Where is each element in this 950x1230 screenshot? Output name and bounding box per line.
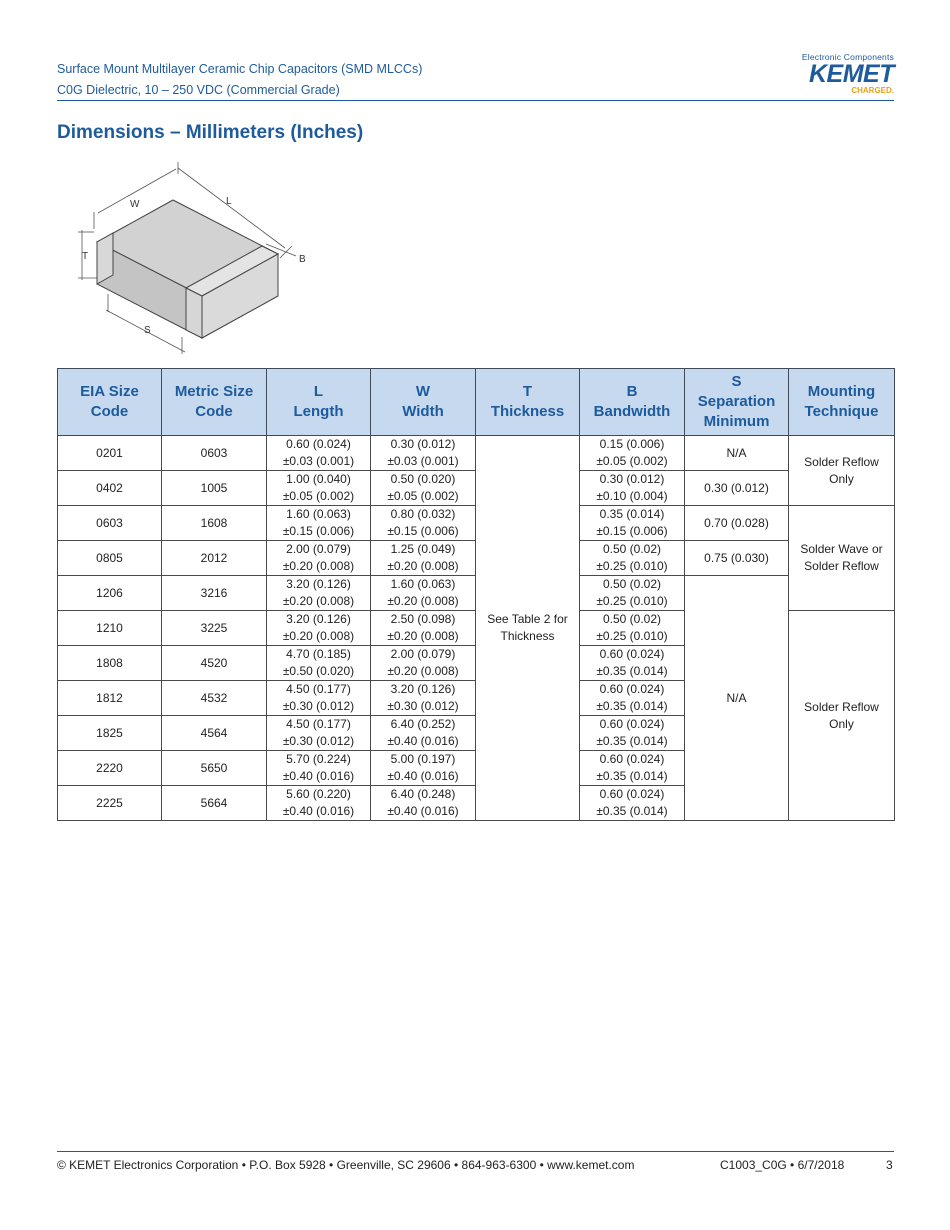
cell-width: 0.30 (0.012) ±0.03 (0.001) <box>371 436 476 471</box>
capacitor-chip <box>97 200 278 338</box>
cell-metric: 3216 <box>162 576 267 611</box>
cell-separation: 0.75 (0.030) <box>685 541 789 576</box>
cell-bandwidth: 0.50 (0.02) ±0.25 (0.010) <box>580 611 685 646</box>
label-s: S <box>144 325 151 336</box>
cell-bandwidth: 0.35 (0.014) ±0.15 (0.006) <box>580 506 685 541</box>
label-l: L <box>226 196 232 207</box>
footer-divider <box>57 1151 894 1152</box>
cell-metric: 1005 <box>162 471 267 506</box>
header-divider <box>57 100 894 101</box>
cell-length: 3.20 (0.126) ±0.20 (0.008) <box>267 611 371 646</box>
header-metric-size-code: Metric Size Code <box>162 369 267 436</box>
cell-length: 5.70 (0.224) ±0.40 (0.016) <box>267 751 371 786</box>
cell-length: 2.00 (0.079) ±0.20 (0.008) <box>267 541 371 576</box>
cell-eia: 0201 <box>58 436 162 471</box>
kemet-logo <box>776 52 894 98</box>
cell-eia: 0603 <box>58 506 162 541</box>
cell-length: 5.60 (0.220) ±0.40 (0.016) <box>267 786 371 821</box>
cell-bandwidth: 0.60 (0.024) ±0.35 (0.014) <box>580 751 685 786</box>
logo-wordmark: KEMET <box>809 60 894 88</box>
cell-separation: 0.70 (0.028) <box>685 506 789 541</box>
cell-length: 4.50 (0.177) ±0.30 (0.012) <box>267 681 371 716</box>
cell-metric: 0603 <box>162 436 267 471</box>
cell-mounting-group-1: Solder Reflow Only <box>789 436 895 506</box>
cell-eia: 1206 <box>58 576 162 611</box>
header-bandwidth: B Bandwidth <box>580 369 685 436</box>
cell-mounting-group-2: Solder Wave or Solder Reflow <box>789 506 895 611</box>
dimensions-table <box>57 368 895 821</box>
cell-eia: 2225 <box>58 786 162 821</box>
cell-eia: 2220 <box>58 751 162 786</box>
cell-metric: 2012 <box>162 541 267 576</box>
cell-metric: 1608 <box>162 506 267 541</box>
header-mounting-technique: Mounting Technique <box>789 369 895 436</box>
cell-length: 4.70 (0.185) ±0.50 (0.020) <box>267 646 371 681</box>
cell-mounting-group-3: Solder Reflow Only <box>789 611 895 821</box>
cell-length: 0.60 (0.024) ±0.03 (0.001) <box>267 436 371 471</box>
cell-length: 4.50 (0.177) ±0.30 (0.012) <box>267 716 371 751</box>
cell-eia: 0402 <box>58 471 162 506</box>
cell-width: 6.40 (0.248) ±0.40 (0.016) <box>371 786 476 821</box>
cell-bandwidth: 0.60 (0.024) ±0.35 (0.014) <box>580 646 685 681</box>
cell-eia: 1825 <box>58 716 162 751</box>
header-title-line2: C0G Dielectric, 10 – 250 VDC (Commercial Grade) <box>57 83 340 97</box>
header-thickness: T Thickness <box>476 369 580 436</box>
header-length: L Length <box>267 369 371 436</box>
cell-thickness-note: See Table 2 for Thickness <box>476 436 580 821</box>
cell-width: 2.00 (0.079) ±0.20 (0.008) <box>371 646 476 681</box>
cell-metric: 3225 <box>162 611 267 646</box>
cell-bandwidth: 0.50 (0.02) ±0.25 (0.010) <box>580 576 685 611</box>
cell-metric: 4564 <box>162 716 267 751</box>
table-row <box>58 436 895 471</box>
cell-width: 5.00 (0.197) ±0.40 (0.016) <box>371 751 476 786</box>
cell-bandwidth: 0.60 (0.024) ±0.35 (0.014) <box>580 681 685 716</box>
logo-tagline: CHARGED. <box>851 86 894 95</box>
logo-subtitle: Electronic Components <box>801 52 894 62</box>
header-eia-size-code: EIA Size Code <box>58 369 162 436</box>
footer-page-number: 3 <box>886 1158 893 1172</box>
cell-length: 3.20 (0.126) ±0.20 (0.008) <box>267 576 371 611</box>
cell-eia: 0805 <box>58 541 162 576</box>
footer-doc-code: C1003_C0G • 6/7/2018 <box>720 1158 845 1172</box>
cell-eia: 1808 <box>58 646 162 681</box>
cell-width: 0.80 (0.032) ±0.15 (0.006) <box>371 506 476 541</box>
cell-bandwidth: 0.60 (0.024) ±0.35 (0.014) <box>580 786 685 821</box>
header-title-line1: Surface Mount Multilayer Ceramic Chip Capacitors (SMD MLCCs) <box>57 62 423 76</box>
cell-metric: 5650 <box>162 751 267 786</box>
cell-bandwidth: 0.15 (0.006) ±0.05 (0.002) <box>580 436 685 471</box>
cell-width: 3.20 (0.126) ±0.30 (0.012) <box>371 681 476 716</box>
cell-separation: N/A <box>685 436 789 471</box>
header-width: W Width <box>371 369 476 436</box>
cell-width: 6.40 (0.252) ±0.40 (0.016) <box>371 716 476 751</box>
cell-length: 1.00 (0.040) ±0.05 (0.002) <box>267 471 371 506</box>
cell-length: 1.60 (0.063) ±0.15 (0.006) <box>267 506 371 541</box>
cell-width: 2.50 (0.098) ±0.20 (0.008) <box>371 611 476 646</box>
cell-metric: 4520 <box>162 646 267 681</box>
footer-contact: © KEMET Electronics Corporation • P.O. Box 5928 • Greenville, SC 29606 • 864-963-6300 • www.kemet.com <box>57 1158 635 1172</box>
cell-bandwidth: 0.30 (0.012) ±0.10 (0.004) <box>580 471 685 506</box>
cell-width: 0.50 (0.020) ±0.05 (0.002) <box>371 471 476 506</box>
cell-bandwidth: 0.50 (0.02) ±0.25 (0.010) <box>580 541 685 576</box>
label-t: T <box>82 251 89 262</box>
cell-width: 1.25 (0.049) ±0.20 (0.008) <box>371 541 476 576</box>
cell-metric: 4532 <box>162 681 267 716</box>
section-title: Dimensions – Millimeters (Inches) <box>57 122 364 143</box>
chip-dimension-diagram <box>70 162 320 362</box>
cell-separation: 0.30 (0.012) <box>685 471 789 506</box>
cell-bandwidth: 0.60 (0.024) ±0.35 (0.014) <box>580 716 685 751</box>
table-header-row <box>58 369 895 436</box>
label-b: B <box>299 254 306 265</box>
cell-metric: 5664 <box>162 786 267 821</box>
header-separation: S Separation Minimum <box>685 369 789 436</box>
cell-eia: 1812 <box>58 681 162 716</box>
cell-separation-na: N/A <box>685 576 789 821</box>
cell-eia: 1210 <box>58 611 162 646</box>
cell-width: 1.60 (0.063) ±0.20 (0.008) <box>371 576 476 611</box>
label-w: W <box>130 199 140 210</box>
